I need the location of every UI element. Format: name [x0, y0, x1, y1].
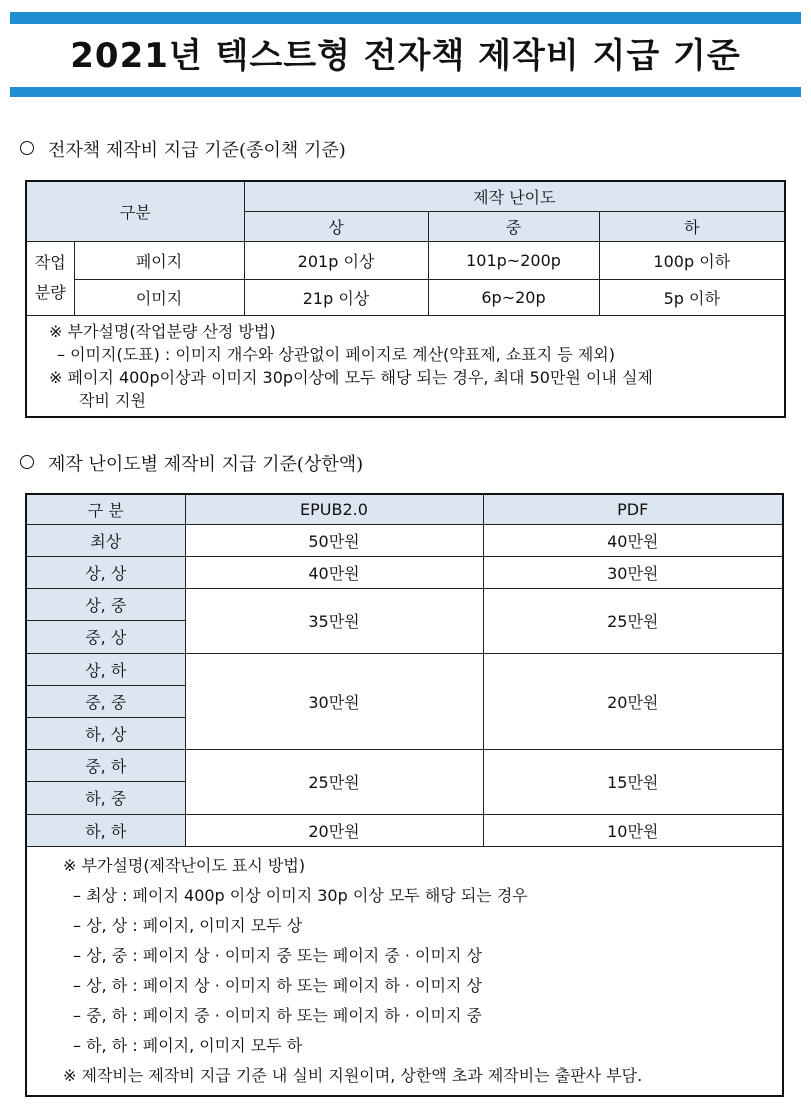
note-line: ※ 부가설명(작업분량 산정 방법) — [49, 321, 276, 341]
note-line: – 이미지(도표) : 이미지 개수와 상관없이 페이지로 계산(약표제, 쇼표지 등 제외) — [57, 344, 615, 364]
epub-cell: 35만원 — [185, 588, 483, 653]
epub-cell: 50만원 — [185, 524, 483, 556]
note-line: ※ 페이지 400p이상과 이미지 30p이상에 모두 해당 되는 경우, 최대 50만원 이내 실제 — [49, 367, 653, 387]
section2-heading-text: 제작 난이도별 제작비 지급 기준(상한액) — [48, 454, 364, 475]
grade-cell: 중, 하 — [26, 749, 185, 781]
grade-cell: 하, 중 — [26, 781, 185, 814]
grade-cell: 상, 하 — [26, 653, 185, 685]
row-label-page: 페이지 — [74, 241, 244, 279]
note-line: – 최상 : 페이지 400p 이상 이미지 30p 이상 모두 해당 되는 경우 — [73, 885, 528, 905]
cell-image-low: 5p 이하 — [599, 279, 785, 315]
section2-heading — [20, 450, 363, 476]
cost-table — [25, 493, 784, 1097]
grade-cell: 중, 중 — [26, 685, 185, 717]
epub-cell: 40만원 — [185, 556, 483, 588]
pdf-cell: 30만원 — [483, 556, 783, 588]
note-line: – 상, 중 : 페이지 상 · 이미지 중 또는 페이지 중 · 이미지 상 — [73, 945, 482, 965]
header-difficulty: 제작 난이도 — [244, 181, 785, 211]
pdf-cell: 10만원 — [483, 814, 783, 846]
grade-cell: 최상 — [26, 524, 185, 556]
header-low: 하 — [599, 211, 785, 241]
note-line: ※ 제작비는 제작비 지급 기준 내 실비 지원이며, 상한액 초과 제작비는 출판사 부담. — [63, 1065, 643, 1085]
header-gubun: 구분 — [26, 181, 244, 241]
note-line: 작비 지원 — [79, 390, 146, 410]
grade-cell: 상, 중 — [26, 588, 185, 620]
pdf-cell: 40만원 — [483, 524, 783, 556]
pdf-cell: 15만원 — [483, 749, 783, 814]
header-epub: EPUB2.0 — [185, 494, 483, 524]
note-line: ※ 부가설명(제작난이도 표시 방법) — [63, 855, 306, 875]
section1-notes — [26, 315, 785, 417]
cell-image-high: 21p 이상 — [244, 279, 428, 315]
cell-page-low: 100p 이하 — [599, 241, 785, 279]
epub-cell: 20만원 — [185, 814, 483, 846]
title-bar-top — [10, 12, 801, 24]
header-gubun: 구 분 — [26, 494, 185, 524]
row-group-label-line2: 분량 — [34, 283, 66, 302]
note-line: – 중, 하 : 페이지 중 · 이미지 하 또는 페이지 하 · 이미지 중 — [73, 1005, 482, 1025]
header-high: 상 — [244, 211, 428, 241]
epub-cell: 25만원 — [185, 749, 483, 814]
difficulty-table — [25, 180, 786, 418]
pdf-cell: 25만원 — [483, 588, 783, 653]
note-line: – 하, 하 : 페이지, 이미지 모두 하 — [73, 1035, 303, 1055]
circle-bullet-icon — [20, 141, 34, 155]
header-mid: 중 — [428, 211, 599, 241]
grade-cell: 상, 상 — [26, 556, 185, 588]
pdf-cell: 20만원 — [483, 653, 783, 749]
row-group-label — [26, 241, 74, 315]
header-pdf: PDF — [483, 494, 783, 524]
title-bar-bottom — [10, 87, 801, 97]
note-line: – 상, 상 : 페이지, 이미지 모두 상 — [73, 915, 303, 935]
page-title: 2021년 텍스트형 전자책 제작비 지급 기준 — [70, 36, 741, 76]
grade-cell: 하, 상 — [26, 717, 185, 749]
section1-heading-text: 전자책 제작비 지급 기준(종이책 기준) — [48, 140, 346, 161]
cell-image-mid: 6p~20p — [428, 279, 599, 315]
circle-bullet-icon — [20, 455, 34, 469]
cell-page-high: 201p 이상 — [244, 241, 428, 279]
note-line: – 상, 하 : 페이지 상 · 이미지 하 또는 페이지 하 · 이미지 상 — [73, 975, 482, 995]
epub-cell: 30만원 — [185, 653, 483, 749]
row-group-label-line1: 작업 — [34, 253, 66, 272]
grade-cell: 하, 하 — [26, 814, 185, 846]
section2-notes — [26, 846, 783, 1096]
cell-page-mid: 101p~200p — [428, 241, 599, 279]
grade-cell: 중, 상 — [26, 620, 185, 653]
row-label-image: 이미지 — [74, 279, 244, 315]
section1-heading — [20, 136, 346, 162]
